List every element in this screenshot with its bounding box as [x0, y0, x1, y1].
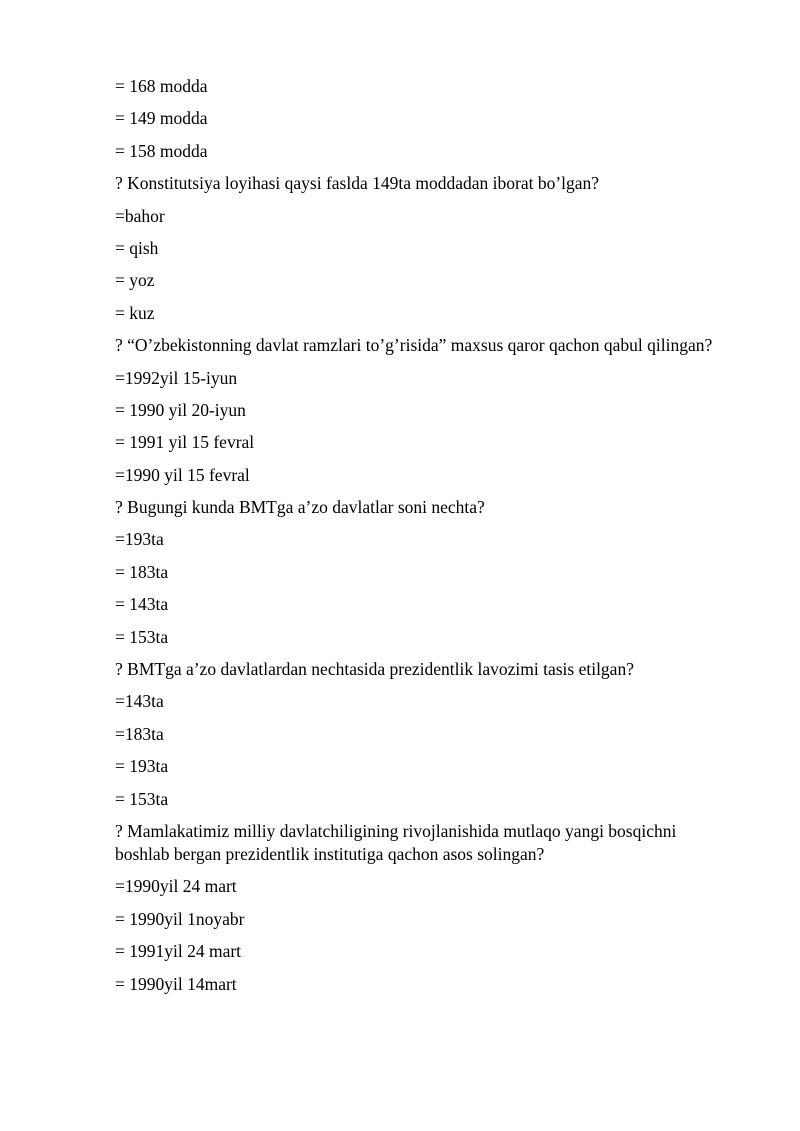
- answer-option: = 153ta: [115, 626, 169, 647]
- answer-option: =1992yil 15-iyun: [115, 367, 238, 388]
- answer-option: =bahor: [115, 205, 165, 226]
- answer-option: = 1990yil 14mart: [115, 973, 237, 994]
- answer-option: = 1991yil 24 mart: [115, 941, 242, 962]
- question-text: ? “O’zbekistonning davlat ramzlari to’g’risida” maxsus qaror qachon qabul qilingan?: [115, 335, 713, 356]
- question-text: ? Mamlakatimiz milliy davlatchiligining rivojlanishida mutlaqo yangi bosqichni boshlab bergan prezidentlik institutiga qachon asos solingan?: [115, 820, 681, 864]
- answer-option: = 1991 yil 15 fevral: [115, 432, 255, 453]
- answer-option: = 183ta: [115, 561, 169, 582]
- answer-option: =1990yil 24 mart: [115, 876, 237, 897]
- answer-option: =183ta: [115, 723, 164, 744]
- question-text: ? Bugungi kunda BMTga a’zo davlatlar soni nechta?: [115, 497, 485, 518]
- answer-option: =193ta: [115, 529, 164, 550]
- question-text: ? Konstitutsiya loyihasi qaysi faslda 149ta moddadan iborat bo’lgan?: [115, 173, 600, 194]
- answer-option: = 1990yil 1noyabr: [115, 908, 245, 929]
- answer-option: =143ta: [115, 691, 164, 712]
- answer-option: =1990 yil 15 fevral: [115, 464, 250, 485]
- answer-option: = 153ta: [115, 788, 169, 809]
- answer-option: = 1990 yil 20-iyun: [115, 399, 246, 420]
- answer-option: = 193ta: [115, 756, 169, 777]
- document-page: [115, 75, 735, 1005]
- answer-option: = 149 modda: [115, 108, 208, 129]
- answer-option: = 168 modda: [115, 76, 208, 96]
- answer-option: = 158 modda: [115, 140, 208, 161]
- answer-option: = kuz: [115, 302, 155, 323]
- answer-option: = 143ta: [115, 594, 169, 615]
- answer-option: = yoz: [115, 270, 155, 291]
- answer-option: = qish: [115, 237, 159, 258]
- question-text: ? BMTga a’zo davlatlardan nechtasida prezidentlik lavozimi tasis etilgan?: [115, 659, 634, 680]
